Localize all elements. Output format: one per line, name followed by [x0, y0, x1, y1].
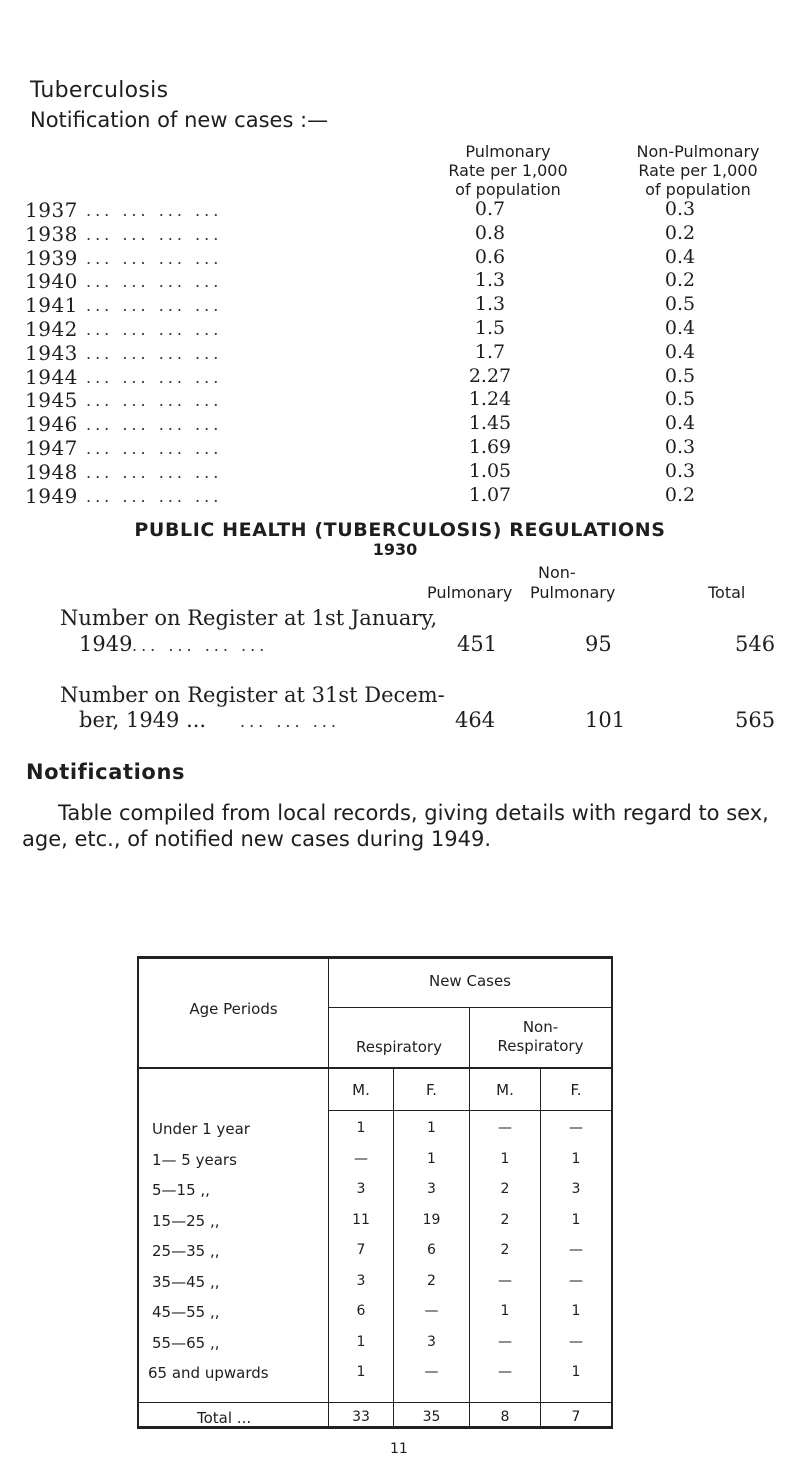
table-cell-resp-f: — — [424, 1364, 439, 1380]
rate-row-pulmonary: 1.07 — [468, 483, 512, 506]
table-cell-resp-f: 3 — [427, 1181, 436, 1197]
table-cell-resp-m: 6 — [356, 1303, 366, 1319]
leader-dots: ... ... ... ... — [86, 415, 223, 435]
regulations-header-total: Total — [708, 583, 746, 602]
header-respiratory: Respiratory — [356, 1038, 442, 1056]
header-new-cases: New Cases — [428, 972, 511, 990]
age-period-label: 1— 5 years — [152, 1150, 237, 1169]
table-cell-resp-f: 6 — [427, 1242, 436, 1258]
rate-row-pulmonary: 0.8 — [474, 221, 506, 244]
leader-dots: ... ... ... ... — [86, 343, 223, 363]
regulations-header-pulmonary: Pulmonary — [427, 583, 513, 602]
total-nonresp-male: 8 — [500, 1409, 510, 1425]
table-cell-nonresp-m: 1 — [500, 1303, 510, 1319]
table-cell-resp-m: 11 — [352, 1211, 370, 1228]
table-cell-nonresp-f: — — [569, 1272, 583, 1289]
table-border — [137, 956, 139, 1429]
rate-row-year: 1938 — [25, 221, 78, 246]
table-cell-resp-m: 3 — [356, 1272, 366, 1289]
leader-dots: ... ... ... ... — [86, 391, 223, 411]
rate-row-year: 1947 — [25, 436, 78, 460]
leader-dots: ... ... ... ... — [132, 636, 269, 655]
rate-row-non-pulmonary: 0.5 — [664, 388, 696, 411]
leader-dots: ... ... ... ... — [86, 367, 223, 387]
rate-row-year: 1948 — [25, 459, 78, 484]
table-cell-resp-m: 1 — [356, 1333, 366, 1350]
register-total-value: 565 — [735, 708, 776, 732]
rate-row-pulmonary: 1.69 — [468, 436, 512, 458]
header-nonresp-male: M. — [496, 1081, 514, 1099]
leader-dots: ... ... ... ... — [86, 439, 223, 458]
table-cell-resp-f: 2 — [427, 1272, 436, 1289]
header-line: Non-Pulmonary — [636, 142, 760, 161]
rate-row-pulmonary: 1.05 — [468, 459, 512, 482]
header-non-respiratory: Respiratory — [497, 1037, 584, 1055]
table-rule — [139, 1402, 612, 1403]
leader-dots: ... ... ... ... — [86, 486, 223, 506]
table-rule — [139, 1067, 612, 1069]
header-resp-female: F. — [426, 1081, 437, 1099]
regulations-header-non-pulmonary: Pulmonary — [530, 583, 616, 602]
register-pulmonary-value: 464 — [455, 708, 496, 732]
age-period-label: Under 1 year — [152, 1120, 250, 1138]
rate-row-non-pulmonary: 0.2 — [664, 483, 696, 506]
rate-row-non-pulmonary: 0.4 — [664, 317, 696, 339]
table-cell-nonresp-m: — — [498, 1272, 512, 1289]
rate-row-non-pulmonary: 0.4 — [664, 340, 696, 363]
rate-row-year: 1945 — [25, 388, 78, 413]
table-cell-nonresp-m: 2 — [500, 1181, 510, 1197]
header-line: of population — [455, 180, 561, 199]
notifications-paragraph: Table compiled from local records, giving details with regard to sex, age, etc., of notified new cases during 1949. — [22, 801, 769, 851]
table-cell-resp-m: 1 — [356, 1364, 366, 1380]
table-rule — [328, 1007, 612, 1008]
table-cell-resp-f: — — [424, 1303, 439, 1319]
table-cell-nonresp-m: — — [498, 1333, 512, 1350]
rate-row-pulmonary: 1.7 — [474, 340, 506, 363]
rate-row-non-pulmonary: 0.2 — [664, 269, 696, 292]
age-period-label: 55—65 ,, — [152, 1333, 220, 1352]
register-row-label: ber, 1949 ... — [79, 708, 207, 732]
regulations-header-non: Non- — [538, 563, 576, 582]
rate-row-non-pulmonary: 0.4 — [664, 245, 696, 268]
table-cell-nonresp-f: 3 — [571, 1181, 581, 1197]
pulmonary-column-header — [418, 142, 598, 199]
rate-row-pulmonary: 0.6 — [474, 245, 506, 268]
header-non-respiratory: Non- — [522, 1018, 559, 1036]
rate-row-pulmonary: 2.27 — [468, 364, 512, 387]
rate-row-pulmonary: 0.7 — [474, 198, 506, 220]
header-line: of population — [645, 180, 751, 199]
table-cell-resp-f: 1 — [427, 1150, 436, 1167]
regulations-title: PUBLIC HEALTH (TUBERCULOSIS) REGULATIONS — [134, 519, 666, 541]
leader-dots: ... ... ... ... — [86, 462, 223, 482]
register-total-value: 546 — [735, 632, 776, 656]
table-cell-resp-f: 1 — [427, 1120, 436, 1136]
header-line: Pulmonary — [465, 142, 551, 161]
non-pulmonary-column-header — [596, 142, 800, 199]
table-cell-nonresp-m: 1 — [500, 1150, 510, 1167]
table-rule — [328, 1110, 612, 1111]
rate-row-year: 1940 — [25, 269, 78, 294]
leader-dots: ... ... ... ... — [86, 248, 223, 268]
table-cell-nonresp-f: — — [569, 1242, 583, 1258]
header-age-periods: Age Periods — [189, 1000, 278, 1018]
total-nonresp-female: 7 — [571, 1409, 581, 1425]
register-row-label: 1949 — [79, 632, 133, 656]
table-cell-resp-m: 3 — [356, 1181, 366, 1197]
table-cell-resp-m: 7 — [356, 1242, 366, 1258]
rate-row-non-pulmonary: 0.5 — [664, 293, 696, 316]
rate-row-non-pulmonary: 0.3 — [664, 436, 696, 458]
table-cell-resp-m: 1 — [356, 1120, 366, 1136]
leader-dots: ... ... ... ... — [86, 296, 223, 316]
rate-row-year: 1941 — [25, 293, 78, 318]
rate-row-non-pulmonary: 0.2 — [664, 221, 696, 244]
leader-dots: ... ... ... ... — [86, 201, 223, 220]
rate-row-non-pulmonary: 0.5 — [664, 364, 696, 387]
age-period-label: 35—45 ,, — [152, 1272, 220, 1291]
rate-row-non-pulmonary: 0.3 — [664, 198, 696, 220]
table-cell-nonresp-f: — — [569, 1333, 583, 1350]
table-cell-resp-f: 3 — [427, 1333, 436, 1350]
table-cell-nonresp-f: 1 — [571, 1211, 581, 1228]
header-line: Rate per 1,000 — [448, 161, 568, 180]
table-cell-nonresp-f: 1 — [571, 1303, 581, 1319]
leader-dots: ... ... ... ... — [86, 224, 223, 244]
table-cell-resp-f: 19 — [422, 1211, 441, 1228]
rate-row-pulmonary: 1.3 — [474, 293, 506, 316]
register-pulmonary-value: 451 — [457, 632, 498, 656]
header-nonresp-female: F. — [570, 1081, 582, 1099]
register-non-pulmonary-value: 95 — [585, 632, 612, 656]
leader-dots: ... ... ... ... — [86, 320, 223, 339]
section-subtitle: Notification of new cases :— — [30, 108, 329, 132]
notifications-title: Notifications — [26, 760, 186, 784]
table-cell-resp-m: — — [354, 1150, 368, 1167]
rate-row-pulmonary: 1.5 — [474, 317, 506, 339]
header-resp-male: M. — [352, 1081, 370, 1099]
table-cell-nonresp-m: — — [498, 1364, 512, 1380]
table-cell-nonresp-m: — — [498, 1120, 512, 1136]
table-cell-nonresp-m: 2 — [500, 1211, 510, 1228]
age-period-label: 15—25 ,, — [152, 1211, 220, 1230]
rate-row-year: 1949 — [25, 483, 78, 508]
total-resp-female: 35 — [422, 1409, 441, 1425]
table-cell-nonresp-f: 1 — [571, 1364, 581, 1380]
table-cell-nonresp-f: 1 — [571, 1150, 581, 1167]
register-row-label: Number on Register at 1st January, — [60, 606, 438, 630]
rate-row-year: 1943 — [25, 340, 78, 365]
table-cell-nonresp-f: — — [569, 1120, 583, 1136]
age-period-label: 5—15 ,, — [152, 1181, 210, 1199]
rate-row-year: 1939 — [25, 245, 78, 270]
regulations-year: 1930 — [372, 540, 418, 559]
table-border — [137, 956, 613, 959]
rate-row-pulmonary: 1.3 — [474, 269, 506, 292]
leader-dots: ... ... ... ... — [86, 272, 223, 292]
leader-dots: ... ... ... — [240, 712, 340, 731]
rate-row-pulmonary: 1.45 — [468, 412, 512, 435]
rate-row-pulmonary: 1.24 — [468, 388, 512, 411]
rate-row-year: 1937 — [25, 198, 78, 222]
register-row-label: Number on Register at 31st Decem- — [60, 683, 445, 707]
rate-row-year: 1942 — [25, 317, 78, 341]
age-period-label: 65 and upwards — [148, 1364, 269, 1382]
register-non-pulmonary-value: 101 — [585, 708, 626, 732]
rate-row-year: 1946 — [25, 412, 78, 437]
rate-row-year: 1944 — [25, 364, 78, 389]
total-label: Total ... — [197, 1409, 252, 1427]
rate-row-non-pulmonary: 0.4 — [664, 412, 696, 435]
total-resp-male: 33 — [352, 1409, 370, 1425]
page-number: 11 — [390, 1441, 408, 1457]
age-period-label: 45—55 ,, — [152, 1303, 220, 1321]
age-period-label: 25—35 ,, — [152, 1242, 220, 1260]
page-title: Tuberculosis — [30, 78, 169, 103]
table-border — [611, 956, 613, 1429]
table-cell-nonresp-m: 2 — [500, 1242, 510, 1258]
rate-row-non-pulmonary: 0.3 — [664, 459, 696, 482]
header-line: Rate per 1,000 — [638, 161, 758, 180]
